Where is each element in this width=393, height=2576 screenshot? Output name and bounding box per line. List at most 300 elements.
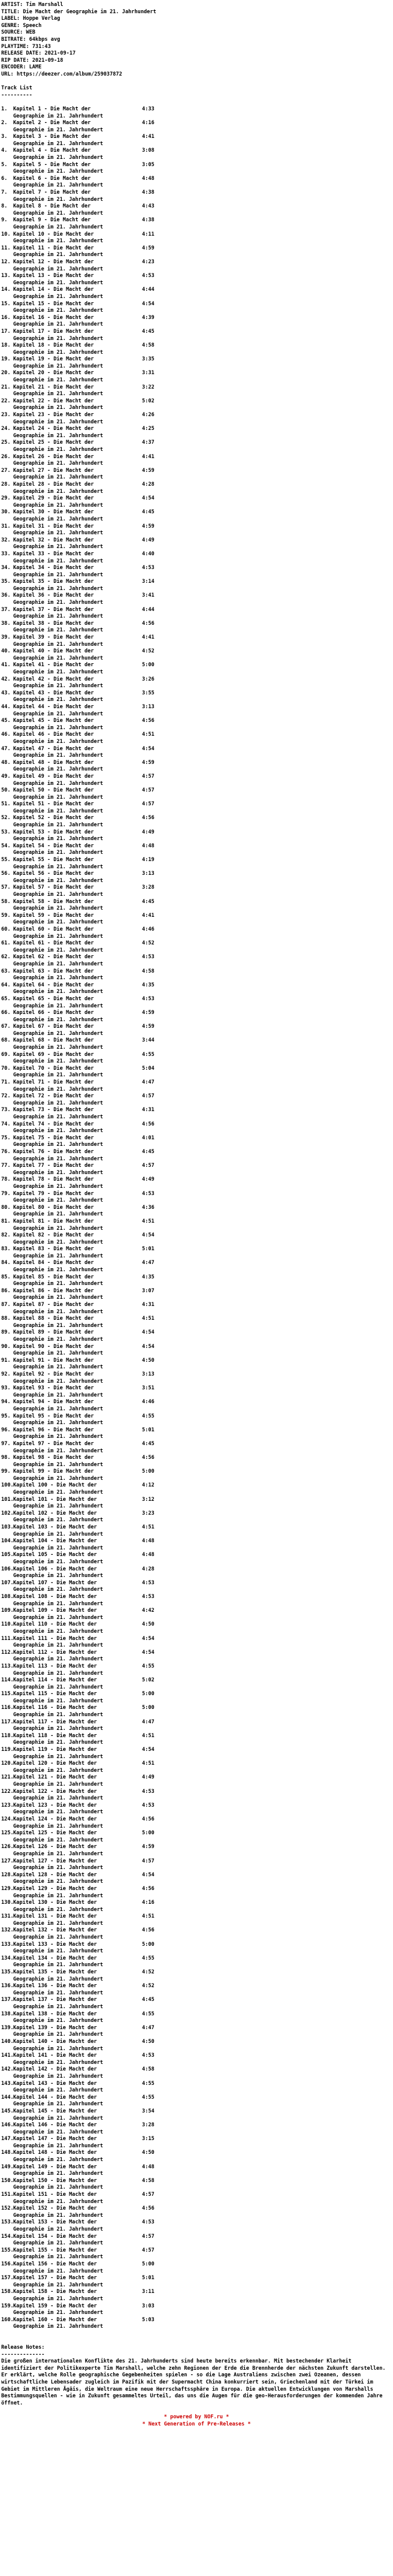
track-row <box>1 1844 393 1858</box>
track-duration: 3:51 <box>142 1385 155 1392</box>
track-duration: 4:53 <box>142 1579 155 1586</box>
track-row <box>1 2275 393 2289</box>
track-title: Kapitel 30 - Die Macht der Geographie im 21. Jahrhundert <box>13 509 104 522</box>
track-title: Kapitel 42 - Die Macht der Geographie im 21. Jahrhundert <box>13 676 104 690</box>
track-title: Kapitel 23 - Die Macht der Geographie im 21. Jahrhundert <box>13 412 104 425</box>
track-number: 118. <box>1 1732 14 1739</box>
track-duration: 4:25 <box>142 426 155 432</box>
track-number: 142. <box>1 2066 14 2073</box>
track-title: Kapitel 103 - Die Macht der Geographie im 21. Jahrhundert <box>13 1524 104 1537</box>
track-row <box>1 1802 393 1816</box>
track-number: 36. <box>1 592 11 599</box>
track-title: Kapitel 60 - Die Macht der Geographie im 21. Jahrhundert <box>13 926 104 940</box>
track-title: Kapitel 134 - Die Macht der Geographie im 21. Jahrhundert <box>13 1955 104 1969</box>
track-title: Kapitel 151 - Die Macht der Geographie im 21. Jahrhundert <box>13 2192 104 2205</box>
track-title: Kapitel 65 - Die Macht der Geographie im 21. Jahrhundert <box>13 995 104 1009</box>
track-row <box>1 2234 393 2247</box>
track-number: 160. <box>1 2316 14 2323</box>
track-row <box>1 1468 393 1482</box>
tracklist-rule: ---------- <box>1 92 32 98</box>
track-number: 26. <box>1 453 11 460</box>
track-row <box>1 2178 393 2192</box>
track-row <box>1 2122 393 2136</box>
track-duration: 4:59 <box>142 1024 155 1030</box>
track-row <box>1 1024 393 1037</box>
track-title: Kapitel 139 - Die Macht der Geographie im 21. Jahrhundert <box>13 2024 104 2038</box>
track-duration: 4:38 <box>142 217 155 224</box>
track-duration: 4:53 <box>142 565 155 571</box>
track-duration: 3:54 <box>142 2108 155 2114</box>
track-row <box>1 2289 393 2303</box>
track-number: 32. <box>1 537 11 543</box>
track-duration: 4:47 <box>142 2024 155 2031</box>
track-row <box>1 1650 393 1663</box>
track-number: 135. <box>1 1969 14 1976</box>
track-row <box>1 1176 393 1190</box>
track-row <box>1 1371 393 1385</box>
track-number: 110. <box>1 1621 14 1628</box>
track-title: Kapitel 1 - Die Macht der Geographie im 21. Jahrhundert <box>13 106 104 119</box>
track-number: 2. <box>1 120 8 127</box>
header-line: RIP DATE: 2021-09-18 <box>1 57 64 64</box>
track-duration: 4:45 <box>142 1148 155 1155</box>
track-row <box>1 1441 393 1455</box>
track-number: 49. <box>1 773 11 780</box>
track-row <box>1 217 393 231</box>
track-row <box>1 176 393 189</box>
track-title: Kapitel 82 - Die Macht der Geographie im 21. Jahrhundert <box>13 1232 104 1245</box>
track-number: 127. <box>1 1858 14 1864</box>
track-row <box>1 342 393 356</box>
track-duration: 3:14 <box>142 579 155 585</box>
track-duration: 4:53 <box>142 1593 155 1600</box>
track-number: 137. <box>1 1997 14 2003</box>
track-title: Kapitel 43 - Die Macht der Geographie im 21. Jahrhundert <box>13 690 104 703</box>
track-row <box>1 1455 393 1468</box>
track-duration: 4:54 <box>142 495 155 502</box>
track-number: 60. <box>1 926 11 932</box>
track-row <box>1 1761 393 1774</box>
track-number: 51. <box>1 801 11 808</box>
track-title: Kapitel 149 - Die Macht der Geographie im 21. Jahrhundert <box>13 2163 104 2177</box>
track-duration: 4:45 <box>142 1997 155 2003</box>
track-title: Kapitel 14 - Die Macht der Geographie im 21. Jahrhundert <box>13 287 104 300</box>
track-row <box>1 1733 393 1747</box>
track-row <box>1 746 393 760</box>
track-duration: 4:26 <box>142 412 155 419</box>
track-duration: 4:49 <box>142 829 155 835</box>
track-title: Kapitel 75 - Die Macht der Geographie im 21. Jahrhundert <box>13 1134 104 1148</box>
track-title: Kapitel 73 - Die Macht der Geographie im 21. Jahrhundert <box>13 1107 104 1120</box>
track-number: 77. <box>1 1163 11 1169</box>
track-title: Kapitel 44 - Die Macht der Geographie im 21. Jahrhundert <box>13 703 104 717</box>
track-duration: 5:00 <box>142 2261 155 2267</box>
track-row <box>1 676 393 690</box>
track-title: Kapitel 155 - Die Macht der Geographie im 21. Jahrhundert <box>13 2247 104 2261</box>
track-duration: 4:54 <box>142 1871 155 1878</box>
footer-powered-by: * powered by NOF.ru * <box>164 2414 229 2421</box>
track-number: 156. <box>1 2261 14 2267</box>
track-number: 92. <box>1 1371 11 1377</box>
track-number: 14. <box>1 287 11 293</box>
track-number: 61. <box>1 940 11 947</box>
track-duration: 4:55 <box>142 1413 155 1419</box>
track-row <box>1 287 393 300</box>
track-number: 159. <box>1 2303 14 2309</box>
track-number: 91. <box>1 1357 11 1364</box>
track-title: Kapitel 19 - Die Macht der Geographie im 21. Jahrhundert <box>13 356 104 369</box>
track-title: Kapitel 152 - Die Macht der Geographie im 21. Jahrhundert <box>13 2205 104 2219</box>
track-number: 129. <box>1 1885 14 1892</box>
track-duration: 4:56 <box>142 718 155 724</box>
track-duration: 4:54 <box>142 1329 155 1336</box>
track-row <box>1 2025 393 2039</box>
track-number: 96. <box>1 1427 11 1433</box>
track-title: Kapitel 159 - Die Macht der Geographie im 21. Jahrhundert <box>13 2303 104 2316</box>
track-row <box>1 189 393 203</box>
track-title: Kapitel 110 - Die Macht der Geographie im 21. Jahrhundert <box>13 1621 104 1635</box>
track-title: Kapitel 147 - Die Macht der Geographie im 21. Jahrhundert <box>13 2136 104 2149</box>
track-row <box>1 1691 393 1705</box>
track-title: Kapitel 99 - Die Macht der Geographie im 21. Jahrhundert <box>13 1468 104 1482</box>
track-duration: 4:56 <box>142 2205 155 2212</box>
track-row <box>1 760 393 774</box>
track-number: 120. <box>1 1761 14 1767</box>
track-title: Kapitel 6 - Die Macht der Geographie im 21. Jahrhundert <box>13 175 104 189</box>
track-number: 148. <box>1 2150 14 2156</box>
track-duration: 5:02 <box>142 1677 155 1684</box>
track-number: 19. <box>1 356 11 363</box>
track-title: Kapitel 49 - Die Macht der Geographie im 21. Jahrhundert <box>13 773 104 787</box>
track-duration: 4:59 <box>142 1844 155 1850</box>
track-duration: 4:57 <box>142 2192 155 2198</box>
track-title: Kapitel 77 - Die Macht der Geographie im 21. Jahrhundert <box>13 1163 104 1176</box>
track-number: 59. <box>1 912 11 919</box>
track-row <box>1 1594 393 1608</box>
track-row <box>1 2053 393 2066</box>
track-title: Kapitel 114 - Die Macht der Geographie im 21. Jahrhundert <box>13 1677 104 1690</box>
track-row <box>1 329 393 342</box>
header-line: ENCODER: LAME <box>1 64 42 71</box>
track-row <box>1 1037 393 1051</box>
track-title: Kapitel 136 - Die Macht der Geographie im 21. Jahrhundert <box>13 1983 104 1996</box>
track-duration: 5:01 <box>142 2275 155 2282</box>
track-number: 111. <box>1 1635 14 1642</box>
track-duration: 4:56 <box>142 1455 155 1461</box>
header-line: SOURCE: WEB <box>1 29 35 36</box>
track-number: 81. <box>1 1218 11 1224</box>
track-row <box>1 370 393 384</box>
track-row <box>1 1789 393 1802</box>
track-title: Kapitel 93 - Die Macht der Geographie im 21. Jahrhundert <box>13 1385 104 1398</box>
track-number: 94. <box>1 1399 11 1406</box>
track-title: Kapitel 92 - Die Macht der Geographie im 21. Jahrhundert <box>13 1371 104 1385</box>
track-row <box>1 468 393 482</box>
track-number: 76. <box>1 1148 11 1155</box>
track-number: 99. <box>1 1468 11 1475</box>
track-row <box>1 1524 393 1538</box>
track-number: 130. <box>1 1900 14 1906</box>
track-number: 70. <box>1 1065 11 1072</box>
track-row <box>1 259 393 273</box>
track-duration: 4:38 <box>142 189 155 196</box>
track-row <box>1 203 393 217</box>
track-title: Kapitel 15 - Die Macht der Geographie im 21. Jahrhundert <box>13 300 104 314</box>
track-duration: 4:56 <box>142 1121 155 1127</box>
track-row <box>1 634 393 648</box>
track-title: Kapitel 3 - Die Macht der Geographie im 21. Jahrhundert <box>13 134 104 147</box>
track-number: 1. <box>1 106 8 112</box>
track-number: 62. <box>1 954 11 961</box>
track-title: Kapitel 106 - Die Macht der Geographie im 21. Jahrhundert <box>13 1566 104 1579</box>
track-duration: 4:55 <box>142 1955 155 1961</box>
track-title: Kapitel 13 - Die Macht der Geographie im 21. Jahrhundert <box>13 273 104 286</box>
track-title: Kapitel 35 - Die Macht der Geographie im 21. Jahrhundert <box>13 579 104 592</box>
track-duration: 3:28 <box>142 2122 155 2129</box>
track-number: 105. <box>1 1552 14 1558</box>
track-title: Kapitel 117 - Die Macht der Geographie im 21. Jahrhundert <box>13 1719 104 1732</box>
track-title: Kapitel 154 - Die Macht der Geographie im 21. Jahrhundert <box>13 2233 104 2247</box>
track-row <box>1 899 393 913</box>
track-duration: 4:53 <box>142 995 155 1002</box>
track-row <box>1 1121 393 1135</box>
track-row <box>1 787 393 801</box>
track-row <box>1 1482 393 1496</box>
track-row <box>1 1983 393 1997</box>
track-number: 18. <box>1 342 11 349</box>
track-duration: 5:00 <box>142 662 155 669</box>
track-row <box>1 2192 393 2205</box>
track-row <box>1 565 393 579</box>
track-row <box>1 398 393 412</box>
track-row <box>1 1608 393 1621</box>
track-number: 3. <box>1 134 8 140</box>
track-row <box>1 2094 393 2108</box>
track-number: 6. <box>1 175 8 182</box>
track-row <box>1 426 393 440</box>
track-number: 69. <box>1 1051 11 1058</box>
track-duration: 3:23 <box>142 1510 155 1516</box>
track-row <box>1 996 393 1010</box>
track-row <box>1 2205 393 2219</box>
track-number: 46. <box>1 732 11 738</box>
track-row <box>1 454 393 468</box>
track-duration: 4:58 <box>142 2066 155 2073</box>
track-number: 39. <box>1 634 11 641</box>
track-number: 155. <box>1 2247 14 2253</box>
track-number: 82. <box>1 1232 11 1239</box>
track-number: 38. <box>1 620 11 627</box>
track-duration: 4:23 <box>142 258 155 265</box>
track-row <box>1 551 393 565</box>
track-title: Kapitel 95 - Die Macht der Geographie im 21. Jahrhundert <box>13 1413 104 1427</box>
track-title: Kapitel 112 - Die Macht der Geographie im 21. Jahrhundert <box>13 1649 104 1663</box>
track-row <box>1 412 393 426</box>
track-duration: 4:36 <box>142 1204 155 1211</box>
track-duration: 3:35 <box>142 356 155 363</box>
track-duration: 4:48 <box>142 1538 155 1545</box>
track-number: 146. <box>1 2122 14 2129</box>
track-duration: 4:31 <box>142 1107 155 1114</box>
track-title: Kapitel 90 - Die Macht der Geographie im 21. Jahrhundert <box>13 1343 104 1357</box>
track-number: 143. <box>1 2080 14 2087</box>
track-row <box>1 1816 393 1830</box>
track-title: Kapitel 132 - Die Macht der Geographie im 21. Jahrhundert <box>13 1927 104 1941</box>
track-title: Kapitel 91 - Die Macht der Geographie im 21. Jahrhundert <box>13 1357 104 1371</box>
track-title: Kapitel 28 - Die Macht der Geographie im 21. Jahrhundert <box>13 481 104 495</box>
track-title: Kapitel 50 - Die Macht der Geographie im 21. Jahrhundert <box>13 787 104 801</box>
track-title: Kapitel 113 - Die Macht der Geographie im 21. Jahrhundert <box>13 1663 104 1677</box>
track-title: Kapitel 129 - Die Macht der Geographie im 21. Jahrhundert <box>13 1885 104 1899</box>
track-number: 8. <box>1 203 8 210</box>
track-duration: 4:45 <box>142 1440 155 1447</box>
track-title: Kapitel 123 - Die Macht der Geographie im 21. Jahrhundert <box>13 1802 104 1816</box>
track-duration: 4:52 <box>142 1969 155 1976</box>
track-row <box>1 2039 393 2053</box>
track-number: 116. <box>1 1705 14 1711</box>
track-row <box>1 2317 393 2331</box>
track-title: Kapitel 85 - Die Macht der Geographie im 21. Jahrhundert <box>13 1274 104 1287</box>
track-duration: 4:47 <box>142 1260 155 1266</box>
track-title: Kapitel 98 - Die Macht der Geographie im 21. Jahrhundert <box>13 1455 104 1468</box>
track-number: 27. <box>1 467 11 474</box>
track-row <box>1 1566 393 1580</box>
track-row <box>1 537 393 551</box>
track-row <box>1 2108 393 2122</box>
track-row <box>1 732 393 745</box>
track-title: Kapitel 46 - Die Macht der Geographie im 21. Jahrhundert <box>13 732 104 745</box>
track-row <box>1 1135 393 1149</box>
track-title: Kapitel 145 - Die Macht der Geographie im 21. Jahrhundert <box>13 2108 104 2121</box>
track-title: Kapitel 157 - Die Macht der Geographie im 21. Jahrhundert <box>13 2275 104 2288</box>
track-number: 50. <box>1 787 11 794</box>
track-title: Kapitel 53 - Die Macht der Geographie im 21. Jahrhundert <box>13 829 104 842</box>
track-number: 87. <box>1 1302 11 1308</box>
track-row <box>1 1510 393 1524</box>
track-number: 52. <box>1 815 11 821</box>
track-number: 121. <box>1 1774 14 1781</box>
track-duration: 4:59 <box>142 1010 155 1016</box>
track-duration: 4:59 <box>142 759 155 766</box>
track-duration: 4:50 <box>142 1357 155 1364</box>
track-title: Kapitel 17 - Die Macht der Geographie im 21. Jahrhundert <box>13 328 104 342</box>
track-number: 158. <box>1 2289 14 2295</box>
track-title: Kapitel 120 - Die Macht der Geographie im 21. Jahrhundert <box>13 1761 104 1774</box>
track-row <box>1 273 393 287</box>
track-number: 119. <box>1 1747 14 1753</box>
track-title: Kapitel 125 - Die Macht der Geographie im 21. Jahrhundert <box>13 1830 104 1843</box>
track-number: 20. <box>1 370 11 377</box>
track-title: Kapitel 87 - Die Macht der Geographie im 21. Jahrhundert <box>13 1302 104 1315</box>
track-duration: 4:41 <box>142 634 155 641</box>
track-title: Kapitel 69 - Die Macht der Geographie im 21. Jahrhundert <box>13 1051 104 1065</box>
track-title: Kapitel 4 - Die Macht der Geographie im 21. Jahrhundert <box>13 148 104 161</box>
track-duration: 4:16 <box>142 1900 155 1906</box>
track-duration: 4:28 <box>142 1566 155 1572</box>
release-header <box>1 2 393 79</box>
track-number: 139. <box>1 2024 14 2031</box>
track-number: 7. <box>1 189 8 196</box>
track-title: Kapitel 100 - Die Macht der Geographie im 21. Jahrhundert <box>13 1482 104 1496</box>
track-number: 95. <box>1 1413 11 1419</box>
track-row <box>1 1358 393 1371</box>
track-row <box>1 1079 393 1093</box>
track-duration: 3:13 <box>142 703 155 710</box>
header-line: LABEL: Hoppe Verlag <box>1 16 61 22</box>
track-duration: 4:01 <box>142 1134 155 1141</box>
track-title: Kapitel 62 - Die Macht der Geographie im 21. Jahrhundert <box>13 954 104 967</box>
track-duration: 4:52 <box>142 1983 155 1990</box>
track-duration: 3:31 <box>142 370 155 377</box>
track-duration: 4:28 <box>142 481 155 487</box>
track-duration: 4:57 <box>142 1858 155 1864</box>
track-duration: 3:11 <box>142 2289 155 2295</box>
track-duration: 4:56 <box>142 1927 155 1934</box>
track-title: Kapitel 126 - Die Macht der Geographie im 21. Jahrhundert <box>13 1844 104 1857</box>
track-title: Kapitel 101 - Die Macht der Geographie im 21. Jahrhundert <box>13 1496 104 1510</box>
track-duration: 4:31 <box>142 1302 155 1308</box>
track-number: 35. <box>1 579 11 585</box>
track-title: Kapitel 18 - Die Macht der Geographie im 21. Jahrhundert <box>13 342 104 356</box>
track-row <box>1 1052 393 1066</box>
track-duration: 5:01 <box>142 1246 155 1253</box>
track-title: Kapitel 109 - Die Macht der Geographie im 21. Jahrhundert <box>13 1608 104 1621</box>
track-number: 11. <box>1 245 11 251</box>
track-row <box>1 690 393 704</box>
track-duration: 4:58 <box>142 968 155 974</box>
track-duration: 4:52 <box>142 648 155 655</box>
track-row <box>1 884 393 898</box>
track-number: 79. <box>1 1190 11 1197</box>
track-duration: 4:46 <box>142 1399 155 1406</box>
track-list <box>1 106 393 2331</box>
track-duration: 4:51 <box>142 1316 155 1322</box>
track-duration: 4:54 <box>142 1747 155 1753</box>
track-number: 34. <box>1 565 11 571</box>
track-number: 106. <box>1 1566 14 1572</box>
track-title: Kapitel 11 - Die Macht der Geographie im 21. Jahrhundert <box>13 245 104 258</box>
track-duration: 3:41 <box>142 592 155 599</box>
track-title: Kapitel 76 - Die Macht der Geographie im 21. Jahrhundert <box>13 1148 104 1162</box>
track-duration: 4:54 <box>142 1649 155 1656</box>
track-row <box>1 1927 393 1941</box>
track-duration: 4:43 <box>142 203 155 210</box>
track-duration: 4:53 <box>142 1788 155 1795</box>
track-row <box>1 134 393 148</box>
track-title: Kapitel 153 - Die Macht der Geographie im 21. Jahrhundert <box>13 2219 104 2232</box>
track-number: 125. <box>1 1830 14 1837</box>
track-number: 23. <box>1 412 11 419</box>
track-number: 37. <box>1 606 11 613</box>
track-duration: 5:02 <box>142 398 155 404</box>
track-duration: 4:35 <box>142 982 155 988</box>
track-number: 108. <box>1 1593 14 1600</box>
header-line: RELEASE DATE: 2021-09-17 <box>1 50 76 57</box>
track-title: Kapitel 59 - Die Macht der Geographie im 21. Jahrhundert <box>13 912 104 926</box>
track-number: 113. <box>1 1663 14 1669</box>
track-duration: 3:26 <box>142 676 155 682</box>
track-title: Kapitel 104 - Die Macht der Geographie im 21. Jahrhundert <box>13 1538 104 1551</box>
track-title: Kapitel 140 - Die Macht der Geographie im 21. Jahrhundert <box>13 2038 104 2052</box>
track-number: 101. <box>1 1496 14 1503</box>
track-duration: 4:48 <box>142 175 155 182</box>
track-duration: 4:57 <box>142 1163 155 1169</box>
track-duration: 4:44 <box>142 287 155 293</box>
track-duration: 4:49 <box>142 1176 155 1183</box>
track-row <box>1 2081 393 2094</box>
tracklist-heading: Track List <box>1 85 32 92</box>
track-row <box>1 1274 393 1288</box>
